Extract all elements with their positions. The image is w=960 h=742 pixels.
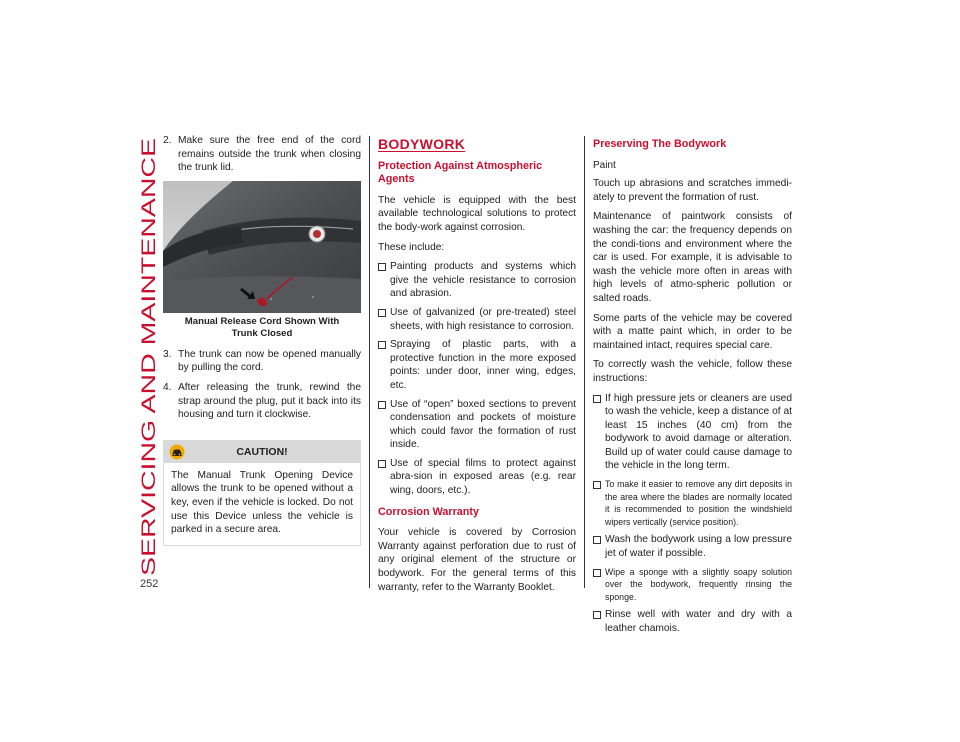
list-item [378, 260, 576, 301]
list-item-text: Use of “open” boxed sections to prevent condensation and pockets of moisture which could favor the formation of rust inside. [390, 398, 576, 451]
paint-label: Paint [593, 159, 616, 171]
column-left [163, 134, 361, 546]
column-divider [584, 136, 585, 588]
checkbox-bullet-icon [593, 481, 601, 489]
section-title: BODYWORK [378, 136, 466, 152]
checkbox-bullet-icon [378, 460, 386, 468]
step-number: 4. [163, 381, 172, 393]
step-text: The trunk can now be opened manually by pulling the cord. [178, 348, 361, 374]
list-item [378, 338, 576, 392]
step-3 [163, 348, 361, 375]
list-item-text: Use of galvanized (or pre-treated) steel sheets, with high resistance to corrosion. [390, 306, 576, 332]
checkbox-bullet-icon [593, 395, 601, 403]
caution-text: The Manual Trunk Opening Device allows the trunk to be opened without a key, even if the vehicle is locked. Do not use this Device unless the vehicle is parked in a secure area. [171, 469, 353, 536]
paragraph: Maintenance of paintwork consists of washing the car: the frequency depends on the condi-tions and environment where the car is used. For example, it is advisable to wash the vehicle more often in areas with high levels of atmo-spheric pollution or salted roads. [593, 211, 792, 304]
list-item [593, 566, 792, 604]
subsection-title: Protection Against Atmospheric Agents [378, 159, 543, 186]
checkbox-bullet-icon [593, 569, 601, 577]
step-2 [163, 134, 361, 175]
paragraph: Touch up abrasions and scratches immedi-ately to prevent the formation of rust. [593, 178, 792, 203]
paragraph: These include: [378, 241, 445, 253]
caution-title: CAUTION! [236, 445, 288, 458]
column-right [593, 134, 792, 641]
chapter-side-title-text: SERVICING AND MAINTENANCE [138, 276, 160, 576]
list-item [378, 306, 576, 333]
list-item-text: To make it easier to remove any dirt deposits in the area where the blades are normally located it is recommended to position the windshield wipers vertically (service position). [605, 479, 792, 527]
caution-header [164, 441, 360, 463]
column-divider [369, 136, 370, 588]
list-item [378, 398, 576, 452]
step-text: After releasing the trunk, rewind the strap around the plug, put it back into its housing and turn it clockwise. [178, 381, 361, 421]
paragraph: Your vehicle is covered by Corrosion Warranty against perforation due to rust of any original element of the structure or bodywork. For the general terms of this warranty, refer to the Warranty Booklet. [378, 527, 576, 593]
trunk-photo [163, 181, 361, 313]
paragraph: The vehicle is equipped with the best available technological solutions to protect the body-work against corrosion. [378, 194, 576, 233]
checkbox-bullet-icon [593, 536, 601, 544]
chapter-side-title [135, 136, 161, 576]
step-4 [163, 381, 361, 422]
subsection-title: Preserving The Bodywork [593, 138, 727, 150]
step-number: 3. [163, 348, 172, 360]
photo-caption: Manual Release Cord Shown With Trunk Closed [184, 315, 340, 340]
list-item-text: Wash the bodywork using a low pressure jet of water if possible. [605, 534, 792, 560]
step-number: 2. [163, 135, 172, 146]
caution-box [163, 440, 361, 546]
checkbox-bullet-icon [378, 309, 386, 317]
checkbox-bullet-icon [378, 401, 386, 409]
list-item [378, 457, 576, 498]
step-text: Make sure the free end of the cord remains outside the trunk when closing the trunk lid. [178, 135, 361, 174]
checkbox-bullet-icon [378, 341, 386, 349]
paragraph: Some parts of the vehicle may be covered with a matte paint which, in order to be maintained intact, requires special care. [593, 312, 792, 351]
subsection-title: Corrosion Warranty [378, 505, 479, 518]
checkbox-bullet-icon [378, 263, 386, 271]
page-number: 252 [140, 578, 159, 590]
checkbox-bullet-icon [593, 611, 601, 619]
list-item [593, 392, 792, 474]
list-item [593, 478, 792, 528]
list-item-text: Wipe a sponge with a slightly soapy solution over the bodywork, frequently rinsing the sponge. [605, 566, 792, 602]
list-item-text: If high pressure jets or cleaners are used to wash the vehicle, keep a distance of at least 15 inches (40 cm) from the bodywork to avoid damage or alteration. Build up of water could cause damage to the vehicle in the long term. [605, 392, 792, 472]
paragraph: To correctly wash the vehicle, follow these instructions: [593, 359, 792, 384]
list-item-text: Rinse well with water and dry with a leather chamois. [605, 609, 792, 634]
column-middle [378, 134, 576, 600]
list-item [593, 608, 792, 635]
list-item-text: Spraying of plastic parts, with a protective function in the more exposed points: under door, inner wing, edges, etc. [390, 339, 576, 391]
list-item-text: Painting products and systems which give the vehicle resistance to corrosion and abrasion. [390, 261, 576, 300]
list-item-text: Use of special films to protect against abra-sion in exposed areas (e.g. rear wing, doors, etc.). [390, 457, 576, 497]
list-item [593, 533, 792, 560]
